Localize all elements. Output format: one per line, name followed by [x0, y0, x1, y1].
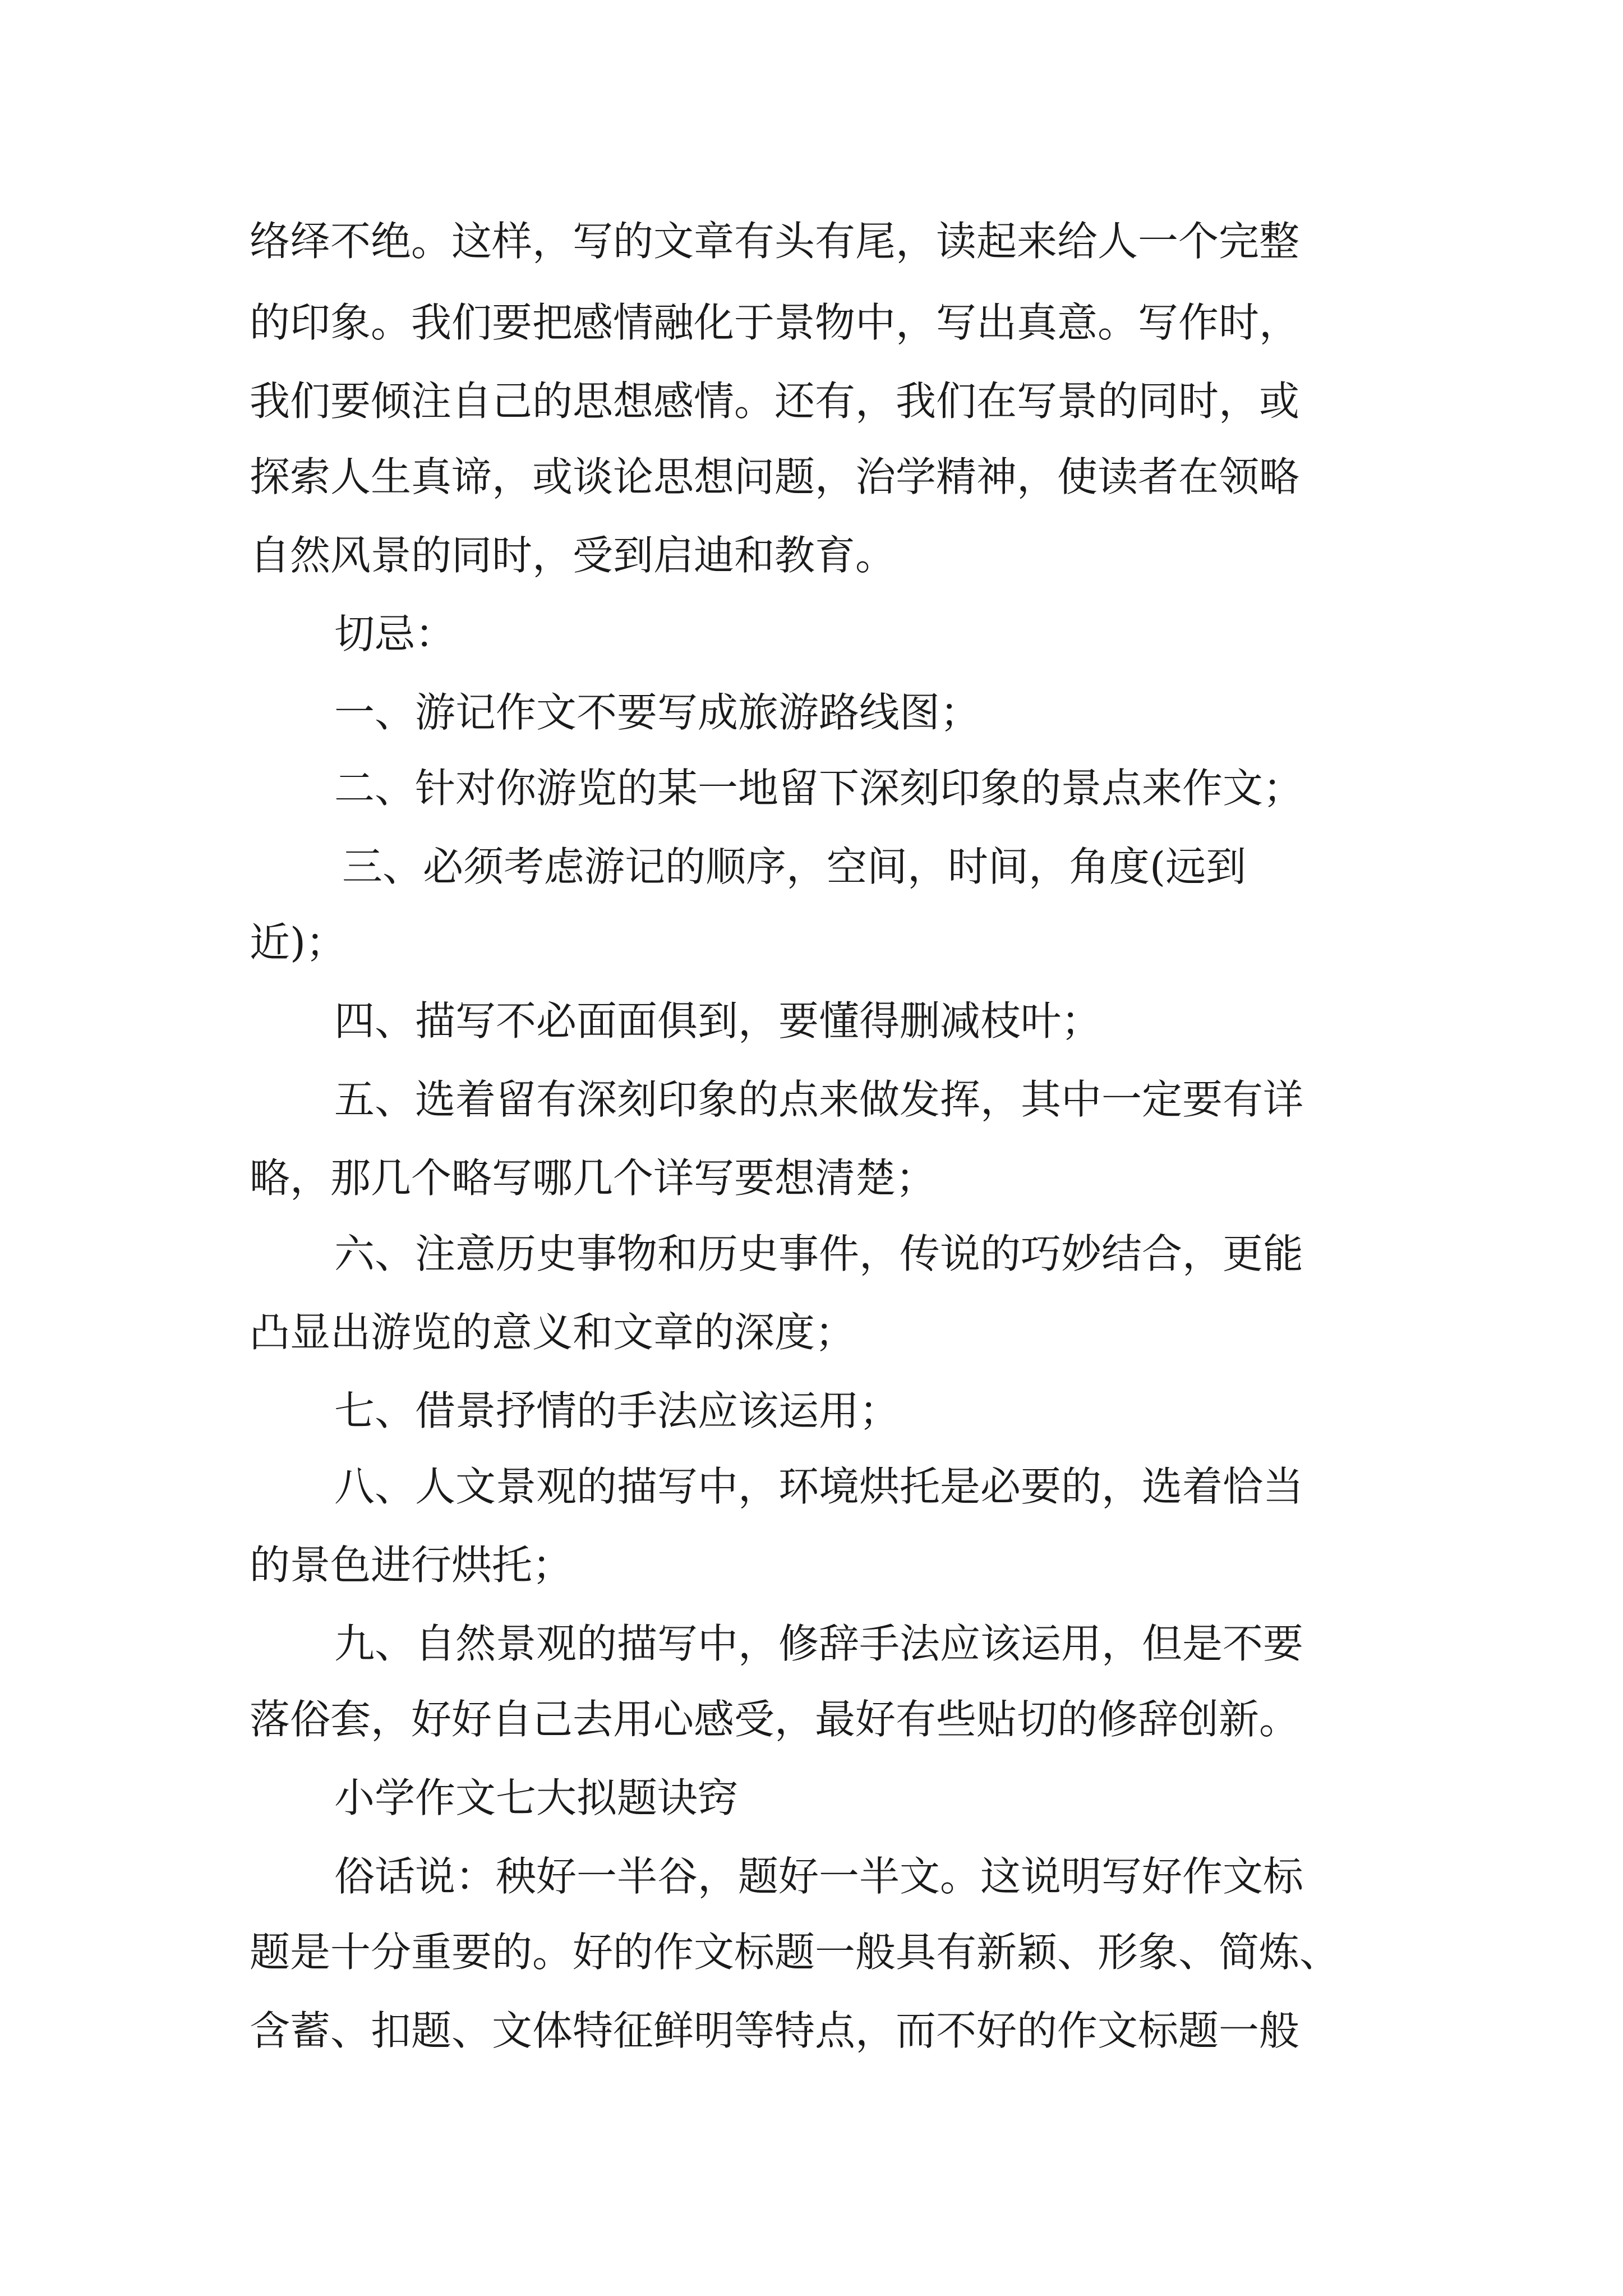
- text-line: 凸显出游览的意义和文章的深度；: [250, 1309, 856, 1356]
- text-line: 我们要倾注自己的思想感情。还有，我们在写景的同时，或: [250, 378, 1300, 425]
- text-line: 近)；: [250, 919, 347, 966]
- text-line: 俗话说：秧好一半谷，题好一半文。这说明写好作文标: [334, 1853, 1304, 1900]
- text-line: 四、描写不必面面俱到，要懂得删减枝叶；: [334, 997, 1102, 1045]
- text-line: 略，那几个略写哪几个详写要想清楚；: [250, 1154, 937, 1202]
- text-line: 七、借景抒情的手法应该运用；: [334, 1387, 900, 1434]
- text-line: 络绎不绝。这样，写的文章有头有尾，读起来给人一个完整: [250, 218, 1300, 265]
- text-line: 题是十分重要的。好的作文标题一般具有新颖、形象、简炼、: [250, 1929, 1340, 1976]
- text-line: 三、必须考虑游记的顺序，空间，时间，角度(远到: [342, 843, 1247, 890]
- text-line: 的景色进行烘托；: [250, 1542, 573, 1589]
- text-line: 九、自然景观的描写中，修辞手法应该运用，但是不要: [334, 1620, 1304, 1667]
- text-line: 一、游记作文不要写成旅游路线图；: [334, 689, 981, 736]
- text-line: 自然风景的同时，受到启迪和教育。: [250, 532, 896, 579]
- text-line: 含蓄、扣题、文体特征鲜明等特点，而不好的作文标题一般: [250, 2007, 1300, 2054]
- text-line: 八、人文景观的描写中，环境烘托是必要的，选着恰当: [334, 1463, 1304, 1510]
- text-line: 的印象。我们要把感情融化于景物中，写出真意。写作时，: [250, 299, 1300, 346]
- text-line: 五、选着留有深刻印象的点来做发挥，其中一定要有详: [334, 1076, 1304, 1123]
- text-line: 二、针对你游览的某一地留下深刻印象的景点来作文；: [334, 765, 1304, 812]
- text-line: 探索人生真谛，或谈论思想问题，治学精神，使读者在领略: [250, 453, 1300, 500]
- text-line: 落俗套，好好自己去用心感受，最好有些贴切的修辞创新。: [250, 1696, 1300, 1743]
- text-line: 小学作文七大拟题诀窍: [334, 1774, 739, 1821]
- text-line: 切忌：: [334, 610, 456, 657]
- text-line: 六、注意历史事物和历史事件，传说的巧妙结合，更能: [334, 1230, 1304, 1277]
